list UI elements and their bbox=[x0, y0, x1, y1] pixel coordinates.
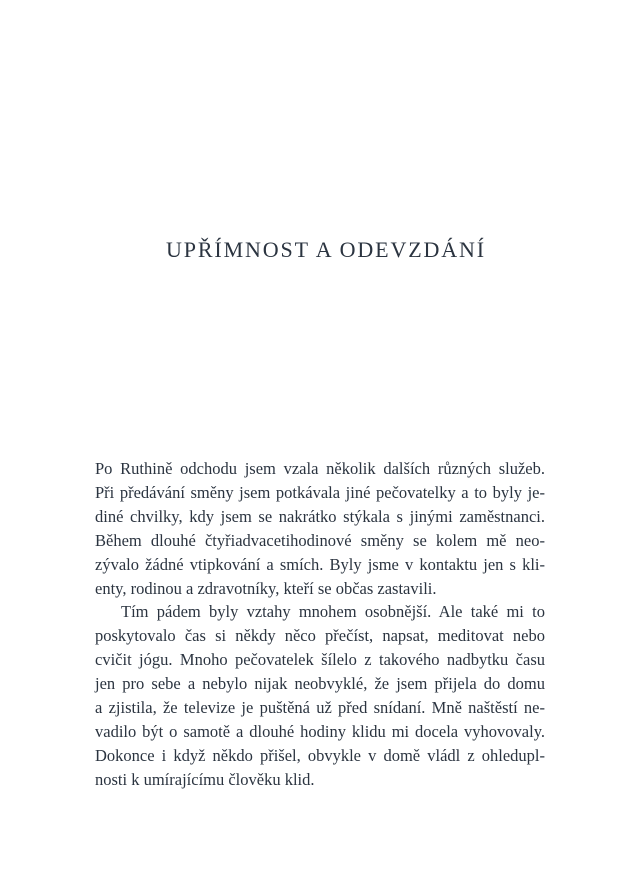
chapter-title: UPŘÍMNOST A ODEVZDÁNÍ bbox=[166, 237, 486, 262]
body-text bbox=[95, 457, 545, 792]
text-line: Dokonce i když někdo přišel, obvykle v domě vládl z ohledupl- bbox=[95, 745, 545, 765]
text-line: cvičit jógu. Mnoho pečovatelek šílelo z takového nadbytku času bbox=[95, 650, 545, 670]
text-line: jen pro sebe a nebylo nijak neobvyklé, že jsem přijela do domu bbox=[95, 674, 545, 694]
text-line: Během dlouhé čtyřiadvacetihodinové směny se kolem mě neo- bbox=[95, 530, 545, 550]
text-line: Po Ruthině odchodu jsem vzala několik dalších různých služeb. bbox=[95, 459, 545, 478]
text-line: vadilo být o samotě a dlouhé hodiny klidu mi docela vyhovovaly. bbox=[95, 721, 545, 741]
text-line: poskytovalo čas si někdy něco přečíst, napsat, meditovat nebo bbox=[95, 626, 545, 646]
text-line: Tím pádem byly vztahy mnohem osobnější. Ale také mi to bbox=[121, 602, 545, 622]
text-line: a zjistila, že televize je puštěná už před snídaní. Mně naštěstí ne- bbox=[95, 698, 545, 718]
text-line: zývalo žádné vtipkování a smích. Byly jsme v kontaktu jen s kli- bbox=[95, 554, 545, 574]
text-line: diné chvilky, kdy jsem se nakrátko stýkala s jinými zaměstnanci. bbox=[95, 506, 545, 526]
text-line: enty, rodinou a zdravotníky, kteří se občas zastavili. bbox=[95, 578, 437, 598]
text-line: nosti k umírajícímu člověku klid. bbox=[95, 769, 315, 789]
text-line: Při předávání směny jsem potkávala jiné pečovatelky a to byly je- bbox=[95, 482, 545, 502]
